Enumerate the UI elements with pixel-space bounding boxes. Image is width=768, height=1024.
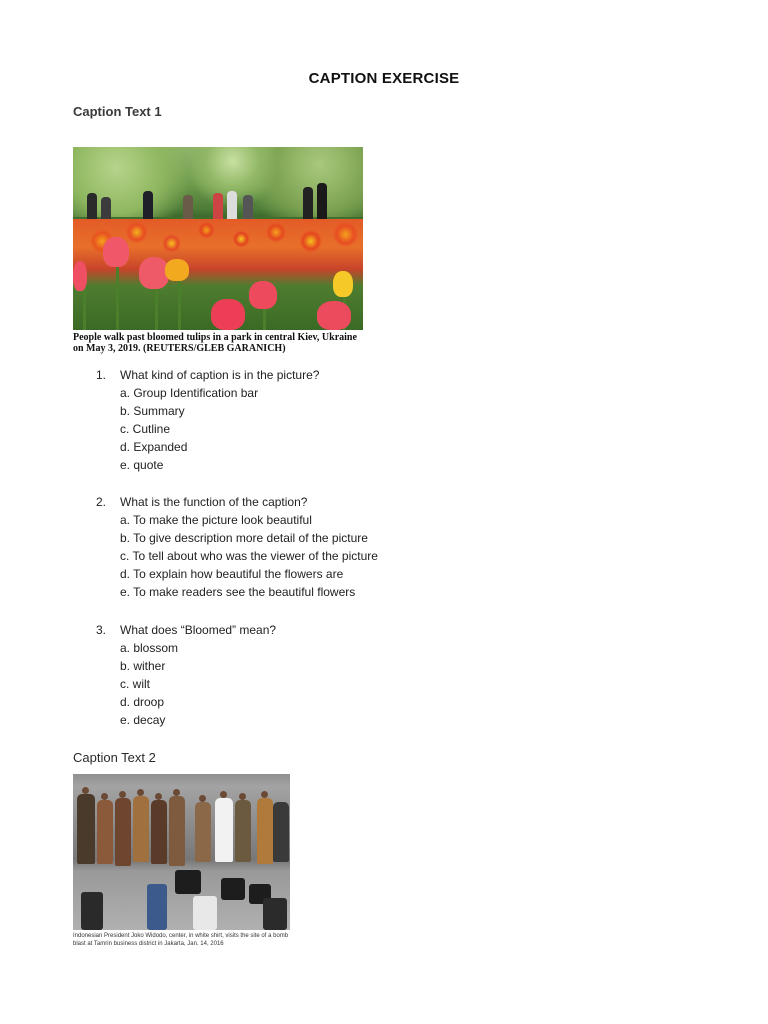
question-number: 2. xyxy=(96,495,107,509)
question-text: What is the function of the caption? xyxy=(120,495,308,509)
answer-option: a. Group Identification bar xyxy=(120,386,259,400)
answer-option: a. To make the picture look beautiful xyxy=(120,513,312,527)
question-number: 3. xyxy=(96,623,107,637)
question-number: 1. xyxy=(96,368,107,382)
question-text: What kind of caption is in the picture? xyxy=(120,368,320,382)
answer-option: b. To give description more detail of the picture xyxy=(120,531,368,545)
document-title: CAPTION EXERCISE xyxy=(308,70,460,87)
question-2 xyxy=(96,493,616,601)
answer-option: c. To tell about who was the viewer of the picture xyxy=(120,549,378,563)
answer-option: e. To make readers see the beautiful flowers xyxy=(120,585,356,599)
answer-option: c. wilt xyxy=(120,677,150,691)
jakarta-visit-photo xyxy=(73,774,290,930)
answer-option: e. quote xyxy=(120,458,164,472)
answer-option: b. Summary xyxy=(120,404,185,418)
photo-caption-1: People walk past bloomed tulips in a park in central Kiev, Ukraine on May 3, 2019. (REUTERS/GLEB GARANICH) xyxy=(73,332,357,354)
answer-option: b. wither xyxy=(120,659,166,673)
answer-option: e. decay xyxy=(120,713,166,727)
answer-option: c. Cutline xyxy=(120,422,171,436)
answer-option: d. Expanded xyxy=(120,440,188,454)
question-3 xyxy=(96,621,616,729)
tulip-park-photo xyxy=(73,147,363,330)
answer-option: d. droop xyxy=(120,695,165,709)
answer-option: a. blossom xyxy=(120,641,179,655)
photo-tulip-field xyxy=(73,219,363,330)
answer-option: d. To explain how beautiful the flowers are xyxy=(120,567,344,581)
question-text: What does “Bloomed” mean? xyxy=(120,623,277,637)
section-heading-caption-text-1: Caption Text 1 xyxy=(73,104,162,119)
question-1 xyxy=(96,366,616,474)
photo-caption-2: Indonesian President Joko Widodo, center, in white shirt, visits the site of a bomb blast at Tamrin business district in Jakarta, Jan. 14, 2016 xyxy=(73,933,289,947)
section-heading-caption-text-2: Caption Text 2 xyxy=(73,750,156,765)
